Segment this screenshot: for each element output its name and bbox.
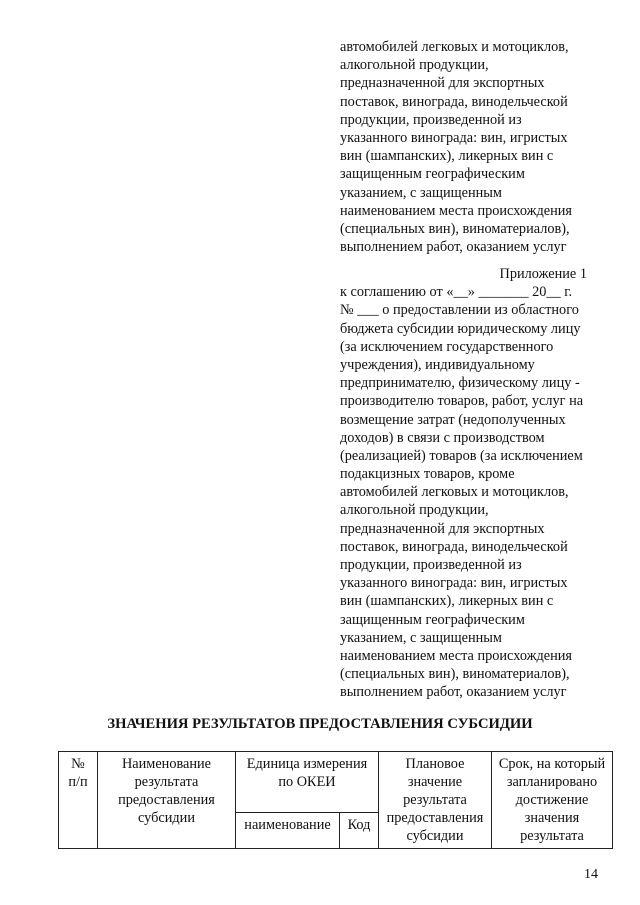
appendix-lines [340,283,615,701]
text-line: производителю товаров, работ, услуг на [340,393,584,410]
header-term: Срок, на который запланировано достижение значения результата [492,752,613,849]
text-line: выполнением работ, оказанием услуг [340,239,567,256]
text-line: наименованием места происхождения [340,647,572,664]
top-text-block [340,38,615,256]
header-planned-value: Плановое значение результата предоставления субсидии [379,752,492,849]
text-line: продукции, произведенной из [340,557,522,573]
text-line: продукции, произведенной из [340,111,522,128]
text-line: к соглашению от «__» _______ 20__ г. [340,284,573,301]
text-line: доходов) в связи с производством [340,429,545,446]
header-unit-code: Код [340,813,379,849]
text-line: (специальных вин), виноматериалов), [340,666,570,683]
text-line: № ___ о предоставлении из областного [340,302,579,319]
text-line: алкогольной продукции, [340,502,489,519]
text-line: предназначенной для экспортных [340,75,545,92]
text-line: возмещение затрат (недополученных [340,411,566,428]
text-line: (за исключением государственного [340,338,554,355]
page-number: 14 [584,867,598,882]
results-table [58,751,613,849]
text-line: подакцизных товаров, кроме [340,466,515,483]
text-line: предназначенной для экспортных [340,520,545,537]
text-line: (специальных вин), виноматериалов), [340,220,570,237]
text-line: поставок, винограда, винодельческой [340,538,568,555]
text-line: вин (шампанских), ликерных вин с [340,148,554,165]
text-line: наименованием места происхождения [340,202,572,219]
text-line: автомобилей легковых и мотоциклов, [340,484,569,501]
text-line: указанного винограда: вин, игристых [340,575,568,592]
text-line: указанного винограда: вин, игристых [340,129,568,146]
text-line: предпринимателю, физическому лицу - [340,375,580,392]
header-unit: Единица измерения по ОКЕИ [236,752,379,813]
text-line: (реализацией) товаров (за исключением [340,447,583,464]
text-line: поставок, винограда, винодельческой [340,93,568,110]
header-result-name: Наименование результата предоставления субсидии [98,752,236,849]
text-line: указанием, с защищенным [340,629,502,646]
header-unit-name: наименование [236,813,340,849]
text-line: выполнением работ, оказанием услуг [340,684,567,701]
text-line: защищенным географическим [340,611,525,628]
text-line: бюджета субсидии юридическому лицу [340,320,581,337]
header-num: № п/п [59,752,98,849]
appendix-block [340,265,615,702]
text-line: алкогольной продукции, [340,57,489,74]
text-line: автомобилей легковых и мотоциклов, [340,39,569,55]
text-line: указанием, с защищенным [340,184,502,201]
table-header-row [59,752,613,813]
section-title: ЗНАЧЕНИЯ РЕЗУЛЬТАТОВ ПРЕДОСТАВЛЕНИЯ СУБСИДИИ [107,716,533,732]
appendix-label: Приложение 1 [499,266,587,282]
text-line: защищенным географическим [340,166,525,183]
text-line: учреждения), индивидуальному [340,356,535,373]
text-line: вин (шампанских), ликерных вин с [340,593,554,610]
